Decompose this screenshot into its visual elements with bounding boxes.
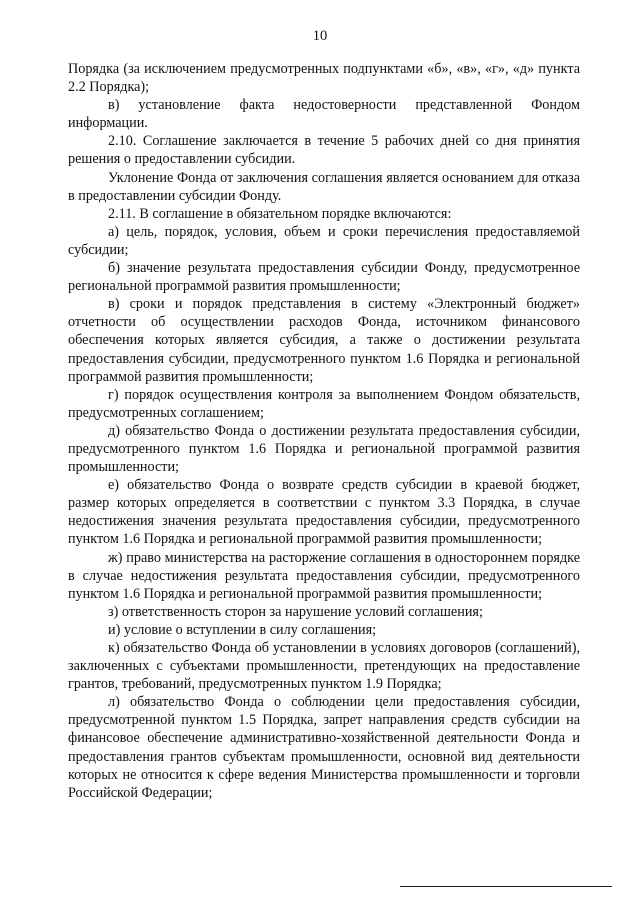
document-body: [68, 60, 580, 802]
footer-rule: [400, 886, 612, 887]
list-item-i: и) условие о вступлении в силу соглашения;: [108, 621, 377, 638]
list-item-e: е) обязательство Фонда о возврате средств субсидии в краевой бюджет, размер которых определяется в соответствии с пунктом 3.3 Порядка, в случае недостижения значения результата предоставления субсидии, предусмотренного пунктом 1.6 Порядка и региональной программой развития промышленности;: [68, 477, 580, 548]
list-item-z: з) ответственность сторон за нарушение условий соглашения;: [108, 603, 483, 620]
paragraph-2-10: 2.10. Соглашение заключается в течение 5 рабочих дней со дня принятия решения о предоставлении субсидии.: [68, 133, 580, 168]
page-number: 10: [312, 28, 328, 44]
list-item-k: к) обязательство Фонда об установлении в условиях договоров (соглашений), заключенных с субъектами промышленности, претендующих на предоставление грантов, требований, предусмотренных пунктом 1.9 Порядка;: [68, 640, 580, 693]
list-item-v: в) сроки и порядок представления в систему «Электронный бюджет» отчетности об осуществлении расходов Фонда, источником финансового обеспечения которых является субсидия, а также о достижении результата предоставления субсидии, предусмотренного пунктом 1.6 Порядка и региональной программой развития промышленности;: [68, 296, 580, 385]
paragraph-continuation: Порядка (за исключением предусмотренных подпунктами «б», «в», «г», «д» пункта 2.2 Порядка);: [68, 61, 580, 96]
list-item-zh: ж) право министерства на расторжение соглашения в одностороннем порядке в случае недостижения результата предоставления субсидии, предусмотренного пунктом 1.6 Порядка и региональной программой развития промышленности;: [68, 549, 580, 602]
paragraph-evasion: Уклонение Фонда от заключения соглашения является основанием для отказа в предоставлении субсидии Фонду.: [68, 169, 580, 204]
paragraph-2-11: 2.11. В соглашение в обязательном порядке включаются:: [108, 205, 452, 222]
list-item-d: д) обязательство Фонда о достижении результата предоставления субсидии, предусмотренного пунктом 1.6 Порядка и региональной программой развития промышленности;: [68, 422, 580, 476]
list-item-a: а) цель, порядок, условия, объем и сроки перечисления предоставляемой субсидии;: [68, 223, 580, 258]
paragraph-item-v-unreliable-info: в) установление факта недостоверности представленной Фондом информации.: [68, 97, 580, 132]
list-item-b: б) значение результата предоставления субсидии Фонду, предусмотренное региональной программой развития промышленности;: [68, 260, 580, 295]
list-item-l: л) обязательство Фонда о соблюдении цели предоставления субсидии, предусмотренной пунктом 1.5 Порядка, запрет направления средств субсидии на финансовое обеспечение административно-хозяйственной деятельности Фонда и предоставления грантов субъектам промышленности, основной вид деятельности которых не относится к сфере ведения Министерства промышленности и торговли Российской Федерации;: [68, 694, 580, 801]
list-item-g: г) порядок осуществления контроля за выполнением Фондом обязательств, предусмотренных соглашением;: [68, 386, 580, 421]
